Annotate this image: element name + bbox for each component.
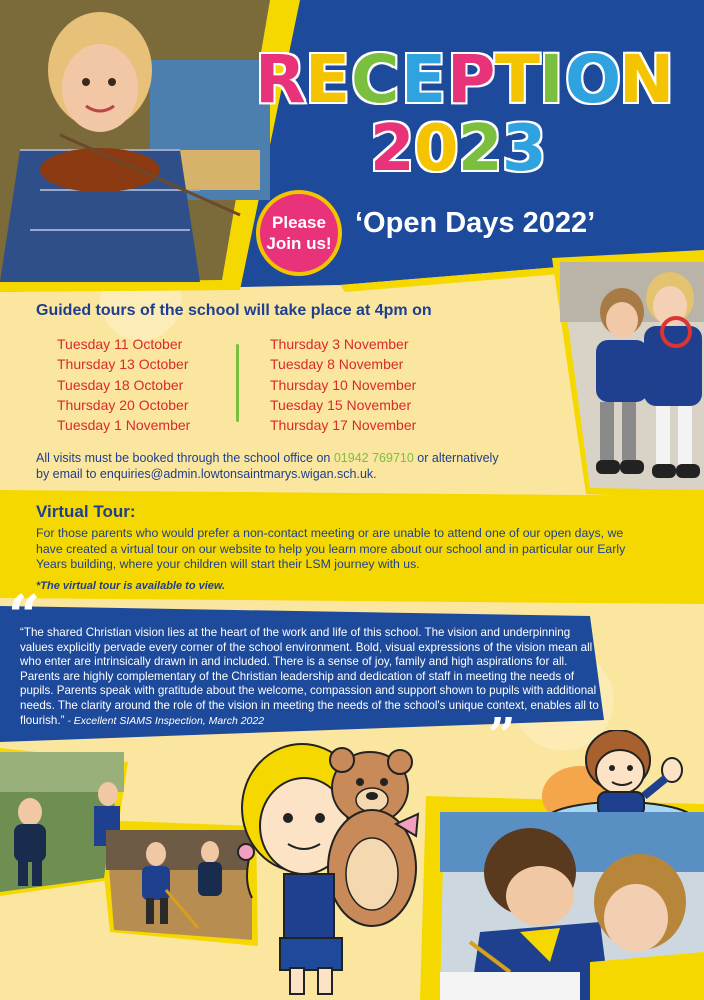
quote-text: “The shared Christian vision lies at the heart of the work and life of this school. The vision and underpinning values explicitly pervade every corner of the school environment. Bold, visual expressions of the vision mean all who enter are intrinsically drawn in and included. There is a sense of joy, family and high aspirations for all. Parents are highly complementary of the Christian leadership and dedication of staff in meeting the needs of pupils. Parents speak with gratitude about the welcome, compassion and support shown to pupils with additional needs. The clarity around the role of the vision in meeting the needs of the school's unique context, enables all to flourish.” [20, 626, 599, 727]
title-letter: C [351, 41, 400, 118]
title-letter: 2 [458, 112, 503, 186]
quote-citation: - Excellent SIAMS Inspection, March 2022 [64, 714, 265, 727]
tour-dates-left [57, 334, 190, 435]
tour-date: Tuesday 11 October [57, 336, 183, 352]
quote-close-icon: ” [488, 708, 516, 764]
photo-girl-violin [0, 0, 280, 285]
tour-date: Thursday 10 November [270, 376, 417, 393]
title-year [370, 113, 570, 185]
virtual-tour-text: For those parents who would prefer a non-contact meeting or are unable to attend one of our open days, we have created a virtual tour on our website to help you learn more about our school and in particular our Early Years building, where your children will start their LSM journey with us. [36, 526, 626, 571]
please-join-badge [256, 190, 342, 276]
title-letter: 0 [414, 112, 459, 186]
booking-text-post: or alternatively [413, 451, 499, 465]
booking-text-pre: All visits must be booked through the school office on [36, 451, 334, 465]
tour-dates-right [270, 334, 416, 435]
title-letter: 3 [502, 112, 547, 186]
booking-info [36, 450, 536, 482]
title-letter: I [539, 41, 564, 118]
tour-date: Thursday 13 October [57, 356, 189, 373]
dates-divider [236, 344, 239, 422]
title-letter: N [619, 41, 675, 118]
tour-date: Thursday 3 November [270, 336, 409, 352]
inspection-quote [20, 626, 605, 728]
open-days-heading: ‘Open Days 2022’ [355, 207, 596, 239]
tour-date: Tuesday 1 November [57, 417, 191, 434]
title-letter: O [565, 41, 622, 118]
photo-two-girls [560, 262, 704, 490]
quote-open-icon: “ [8, 583, 41, 649]
title-reception [255, 40, 695, 120]
title-letter: 2 [370, 112, 415, 186]
virtual-tour-title: Virtual Tour: [36, 502, 136, 521]
title-letter: E [305, 41, 351, 118]
cartoon-girl-with-teddy [232, 728, 432, 1000]
title-letter: P [447, 41, 496, 118]
photo-children-hockey [106, 830, 252, 940]
virtual-tour-note: *The virtual tour is available to view. [36, 580, 226, 592]
badge-line-1: Please [272, 213, 326, 232]
photo-children-writing [440, 812, 704, 1000]
tour-date: Thursday 20 October [57, 396, 189, 413]
title-letter: E [401, 41, 447, 118]
badge-line-2: Join us! [266, 234, 332, 253]
tours-heading: Guided tours of the school will take place at 4pm on [36, 302, 432, 319]
booking-email-line[interactable]: by email to enquiries@admin.lowtonsaintmarys.wigan.sch.uk. [36, 467, 377, 481]
tour-date: Tuesday 8 November [270, 356, 404, 373]
booking-phone[interactable]: 01942 769710 [333, 451, 414, 465]
title-letter: T [495, 41, 541, 118]
tour-date: Tuesday 15 November [270, 396, 412, 413]
tour-date: Tuesday 18 October [57, 376, 184, 393]
tour-date: Thursday 17 November [270, 417, 417, 434]
title-letter: R [255, 41, 306, 118]
